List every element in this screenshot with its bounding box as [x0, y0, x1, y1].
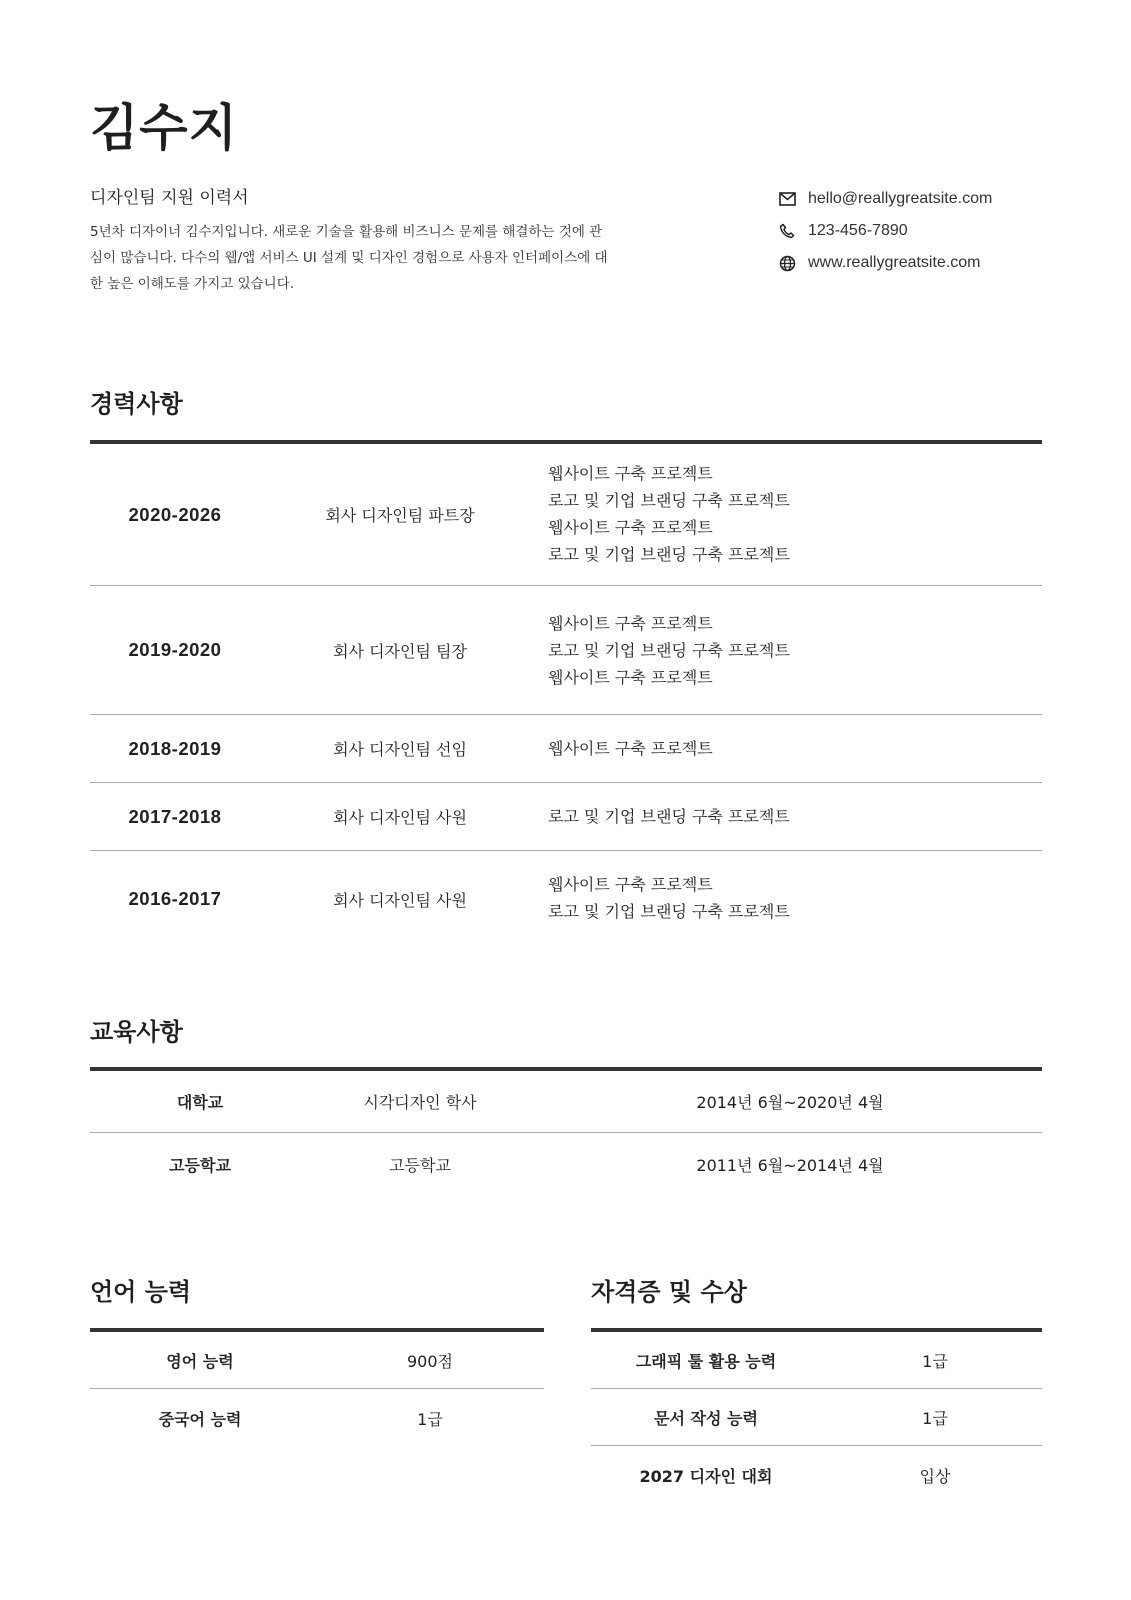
project-item: 로고 및 기업 브랜딩 구축 프로젝트 — [548, 641, 790, 660]
languages-title: 언어 능력 — [90, 1278, 192, 1306]
project-item: 로고 및 기업 브랜딩 구축 프로젝트 — [548, 902, 790, 921]
experience-role: 회사 디자인팀 사원 — [333, 890, 467, 910]
language-label: 중국어 능력 — [158, 1409, 242, 1429]
project-item: 웹사이트 구축 프로젝트 — [548, 875, 713, 894]
education-degree: 시각디자인 학사 — [363, 1092, 477, 1112]
experience-projects — [548, 610, 790, 691]
contact-website-row[interactable] — [778, 247, 992, 279]
certificate-value: 1급 — [922, 1351, 948, 1371]
project-item: 로고 및 기업 브랜딩 구축 프로젝트 — [548, 807, 790, 826]
project-item: 웹사이트 구축 프로젝트 — [548, 464, 713, 483]
education-school: 고등학교 — [169, 1155, 231, 1175]
experience-role: 회사 디자인팀 파트장 — [325, 506, 475, 525]
language-score: 1급 — [417, 1409, 443, 1429]
experience-projects — [548, 803, 790, 830]
certificate-label: 문서 작성 능력 — [654, 1408, 758, 1428]
experience-role: 회사 디자인팀 사원 — [333, 808, 467, 827]
certificate-value: 1급 — [922, 1408, 948, 1428]
project-item: 웹사이트 구축 프로젝트 — [548, 614, 713, 633]
contact-block — [778, 183, 992, 279]
experience-years: 2016-2017 — [128, 888, 222, 909]
experience-projects — [548, 735, 713, 762]
education-period: 2014년 6월~2020년 4월 — [696, 1092, 884, 1112]
experience-years: 2019-2020 — [128, 639, 222, 660]
phone-icon — [778, 222, 796, 240]
language-score: 900점 — [407, 1351, 453, 1371]
project-item: 웹사이트 구축 프로젝트 — [548, 668, 713, 687]
project-item: 웹사이트 구축 프로젝트 — [548, 739, 713, 758]
experience-years: 2020-2026 — [128, 503, 222, 525]
contact-phone[interactable]: 123-456-7890 — [808, 222, 908, 239]
certificate-label: 2027 디자인 대회 — [639, 1466, 773, 1486]
contact-email[interactable]: hello@reallygreatsite.com — [808, 190, 993, 207]
education-school: 대학교 — [176, 1092, 224, 1112]
globe-icon — [778, 254, 796, 272]
project-item: 로고 및 기업 브랜딩 구축 프로젝트 — [548, 545, 790, 564]
education-degree: 고등학교 — [389, 1155, 451, 1175]
experience-title: 경력사항 — [90, 390, 183, 418]
contact-phone-row[interactable] — [778, 215, 992, 247]
contact-website[interactable]: www.reallygreatsite.com — [808, 254, 981, 271]
certificate-label: 그래픽 툴 활용 능력 — [635, 1351, 777, 1371]
mail-icon — [778, 190, 796, 208]
experience-projects — [548, 460, 790, 568]
certificates-title: 자격증 및 수상 — [591, 1278, 747, 1306]
education-title: 교육사항 — [90, 1018, 183, 1046]
education-period: 2011년 6월~2014년 4월 — [696, 1155, 884, 1175]
intro-paragraph: 5년차 디자이너 김수지입니다. 새로운 기술을 활용해 비즈니스 문제를 해결하는 것에 관심이 많습니다. 다수의 웹/앱 서비스 UI 설계 및 디자인 경험으로 사용자 인터페이스에 대한 높은 이해도를 가지고 있습니다. — [90, 224, 608, 292]
experience-years: 2018-2019 — [128, 737, 222, 759]
experience-projects — [548, 871, 790, 925]
project-item: 로고 및 기업 브랜딩 구축 프로젝트 — [548, 491, 790, 510]
certificate-value: 입상 — [919, 1466, 951, 1486]
resume-subtitle: 디자인팀 지원 이력서 — [90, 188, 249, 208]
experience-years: 2017-2018 — [128, 805, 222, 827]
project-item: 웹사이트 구축 프로젝트 — [548, 518, 713, 537]
contact-email-row[interactable] — [778, 183, 992, 215]
applicant-name: 김수지 — [90, 99, 238, 157]
experience-role: 회사 디자인팀 팀장 — [333, 641, 467, 661]
language-label: 영어 능력 — [166, 1351, 234, 1371]
experience-role: 회사 디자인팀 선임 — [333, 740, 467, 759]
